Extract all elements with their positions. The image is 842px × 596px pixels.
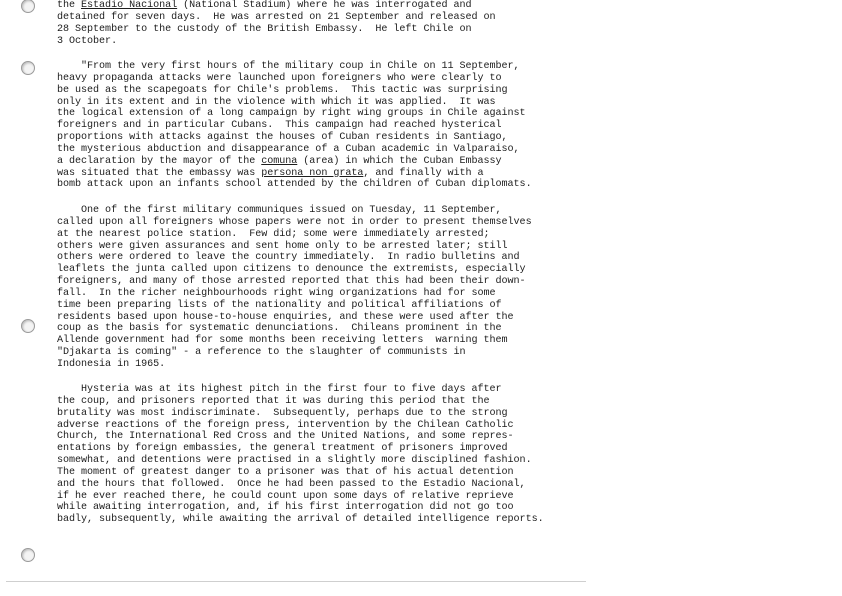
text-segment: and the hours that followed. Once he had been passed to the Estadio Nacional, [57, 478, 526, 490]
text-line [57, 205, 547, 217]
text-line [57, 396, 547, 408]
text-line [57, 97, 547, 109]
text-segment: was situated that the embassy was [57, 167, 262, 179]
text-segment: somewhat, and detentions were practised in a slightly more disciplined fashion. [57, 455, 532, 467]
text-segment: "Djakarta is coming" - a reference to the slaughter of communists in [57, 347, 466, 359]
text-segment: if he ever reached there, he could count upon some days of relative reprieve [57, 490, 514, 502]
text-line [57, 108, 547, 120]
text-line [57, 288, 547, 300]
text-segment: the mysterious abduction and disappearance of a Cuban academic in Valparaiso, [57, 143, 520, 155]
text-segment: (area) in which the Cuban Embassy [297, 155, 502, 167]
text-line [57, 479, 547, 491]
text-line [57, 179, 547, 191]
text-line [57, 168, 547, 180]
text-line [57, 264, 547, 276]
punch-hole [21, 319, 35, 333]
text-line [57, 335, 547, 347]
text-segment: be used as the scapegoats for Chile's problems. This tactic was surprising [57, 84, 508, 96]
text-line [57, 455, 547, 467]
text-line [57, 384, 547, 396]
text-line [57, 514, 547, 526]
paragraph-4 [57, 384, 547, 526]
text-segment: leaflets the junta called upon citizens to denounce the extremists, especially [57, 264, 526, 276]
text-line [57, 443, 547, 455]
underlined-term: Estadio Nacional [81, 0, 178, 11]
text-segment: The moment of greatest danger to a prisoner was that of his actual detention [57, 466, 514, 478]
text-line [57, 24, 547, 36]
text-line [57, 0, 547, 12]
text-segment: the [57, 0, 82, 11]
text-segment: badly, subsequently, while awaiting the arrival of detailed intelligence reports. [57, 514, 544, 526]
text-line [57, 408, 547, 420]
punch-hole [21, 548, 35, 562]
text-segment: Hysteria was at its highest pitch in the first four to five days after [57, 384, 502, 395]
text-line [57, 276, 547, 288]
underlined-term: comuna [261, 155, 298, 167]
text-line [57, 252, 547, 264]
text-segment: "From the very first hours of the military coup in Chile on 11 September, [57, 61, 520, 72]
text-segment: , and finally with a [363, 167, 484, 179]
text-line [57, 229, 547, 241]
text-line [57, 420, 547, 432]
text-segment: at the nearest police station. Few did; some were immediately arrested; [57, 228, 490, 240]
text-segment: others were given assurances and sent home only to be arrested later; still [57, 240, 508, 252]
text-segment: called upon all foreigners whose papers were not in order to present themselves [57, 216, 532, 228]
paragraph-3 [57, 205, 547, 371]
text-segment: while awaiting interrogation, and, if his first interrogation did not go too [57, 502, 514, 514]
text-line [57, 241, 547, 253]
text-line [57, 467, 547, 479]
text-segment: detained for seven days. He was arrested on 21 September and released on [57, 11, 496, 23]
text-segment: bomb attack upon an infants school attended by the children of Cuban diplomats. [57, 179, 532, 191]
text-segment: proportions with attacks against the houses of Cuban residents in Santiago, [57, 132, 508, 144]
text-line [57, 156, 547, 168]
text-line [57, 359, 547, 371]
text-segment: coup as the basis for systematic denunciations. Chileans prominent in the [57, 323, 502, 335]
text-line [57, 120, 547, 132]
paragraph-2 [57, 61, 547, 191]
text-segment: entations by foreign embassies, the general treatment of prisoners improved [57, 443, 508, 455]
text-segment: Allende government had for some months been receiving letters warning them [57, 335, 508, 347]
text-segment: the coup, and prisoners reported that it was during this period that the [57, 395, 490, 407]
text-line [57, 347, 547, 359]
paragraph-1 [57, 0, 547, 47]
text-segment: (National Stadium) where he was interrogated and [177, 0, 472, 11]
text-line [57, 491, 547, 503]
text-line [57, 144, 547, 156]
text-segment: only in its extent and in the violence with which it was applied. It was [57, 96, 496, 108]
punch-hole [21, 0, 35, 13]
text-segment: foreigners, and many of those arrested reported that this had been their down- [57, 276, 526, 288]
text-line [57, 323, 547, 335]
text-segment: time been preparing lists of the nationality and political affiliations of [57, 299, 502, 311]
text-line [57, 61, 547, 73]
punch-hole [21, 61, 35, 75]
text-segment: brutality was most indiscriminate. Subsequently, perhaps due to the strong [57, 407, 508, 419]
page-bottom-edge [6, 581, 586, 582]
text-line [57, 431, 547, 443]
text-segment: others were ordered to leave the country immediately. In radio bulletins and [57, 252, 520, 264]
text-line [57, 85, 547, 97]
text-segment: foreigners and in particular Cubans. This campaign had reached hysterical [57, 120, 502, 132]
text-segment: Indonesia in 1965. [57, 358, 166, 370]
text-line [57, 12, 547, 24]
text-segment: fall. In the richer neighbourhoods right wing organizations had for some [57, 287, 496, 299]
text-segment: the logical extension of a long campaign by right wing groups in Chile against [57, 108, 526, 120]
text-segment: 3 October. [57, 35, 118, 47]
text-line [57, 217, 547, 229]
text-line [57, 502, 547, 514]
text-segment: heavy propaganda attacks were launched upon foreigners who were clearly to [57, 72, 502, 84]
text-segment: Church, the International Red Cross and the United Nations, and some repres- [57, 431, 514, 443]
text-line [57, 312, 547, 324]
text-line [57, 300, 547, 312]
underlined-term: persona non grata [261, 167, 364, 179]
text-segment: adverse reactions of the foreign press, intervention by the Chilean Catholic [57, 419, 514, 431]
text-segment: One of the first military communiques issued on Tuesday, 11 September, [57, 205, 502, 216]
text-segment: a declaration by the mayor of the [57, 155, 262, 167]
text-segment: 28 September to the custody of the British Embassy. He left Chile on [57, 23, 472, 35]
text-line [57, 132, 547, 144]
text-line [57, 36, 547, 48]
text-line [57, 73, 547, 85]
text-segment: residents based upon house-to-house enquiries, and these were used after the [57, 311, 514, 323]
